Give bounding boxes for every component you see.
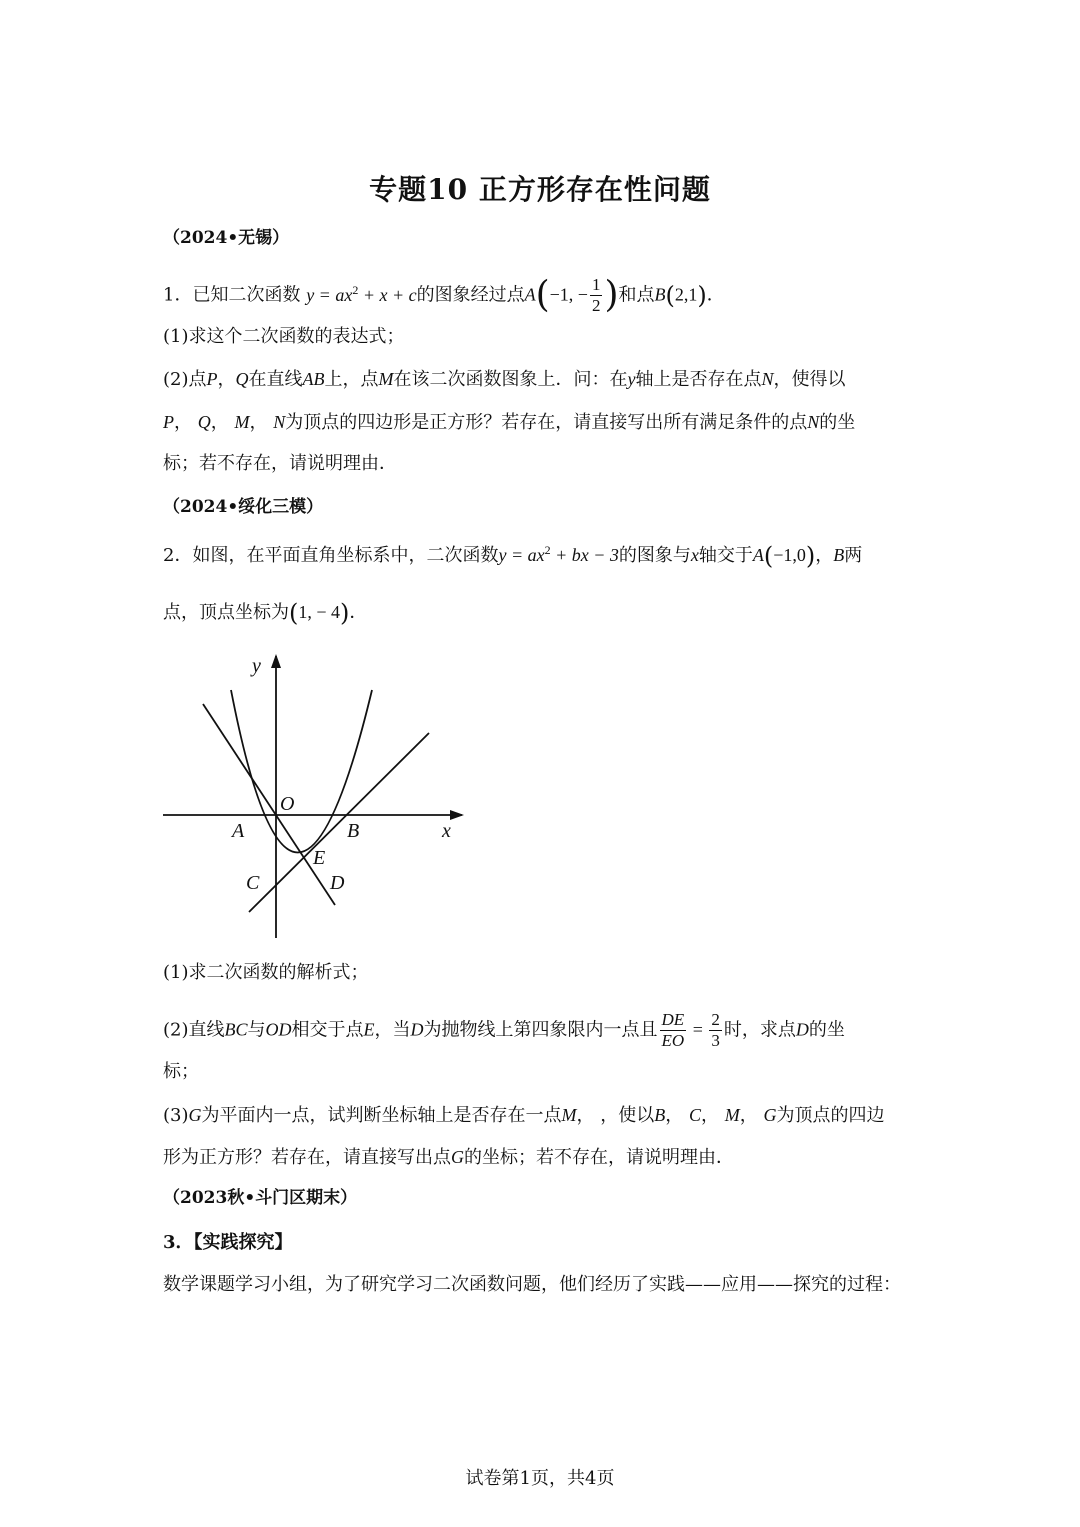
- q2-statement-line2: 点，顶点坐标为(1, − 4)．: [163, 599, 368, 627]
- q1-part2-line2: P， Q， M， N为顶点的四边形是正方形？若存在，请直接写出所有满足条件的点N的坐: [163, 412, 856, 433]
- q3-text: 数学课题学习小组，为了研究学习二次函数问题，他们经历了实践——应用——探究的过程：: [163, 1274, 901, 1295]
- q1-part2-line3: 标；若不存在，请说明理由．: [163, 453, 397, 474]
- q1-part2: (2)点P，Q在直线AB上，点M在该二次函数图象上．问：在y轴上是否存在点N，使得以: [163, 369, 846, 390]
- label-c: C: [246, 872, 260, 894]
- label-b: B: [347, 820, 360, 842]
- q2-part3: (3)G为平面内一点，试判断坐标轴上是否存在一点M， ，使以B， C， M， G为顶点的四边: [163, 1105, 885, 1126]
- label-a: A: [232, 820, 245, 842]
- label-o: O: [280, 793, 295, 815]
- label-x: x: [442, 820, 451, 842]
- q2-part2: (2)直线BC与OD相交于点E，当D为抛物线上第四象限内一点且 $\frac{DE}{EO}$ = $\frac{2}{3}$ 时，求点D的坐: [163, 1010, 845, 1050]
- q1-source: （2024•无锡）: [163, 228, 290, 248]
- q2-part2-line2: 标；: [163, 1061, 199, 1082]
- label-y: y: [252, 655, 261, 677]
- label-e: E: [313, 847, 326, 869]
- q1-part1: (1)求这个二次函数的表达式；: [163, 326, 405, 347]
- q2-equation: $y = ax^2$ + bx − 3: [498, 543, 619, 565]
- q1-equation: $y = ax^2 + x + c$: [306, 282, 417, 305]
- q3-heading: 3．【实践探究】: [163, 1232, 293, 1253]
- q2-statement: 2．如图，在平面直角坐标系中，二次函数$y = ax^2$ + bx − 3的图象与x轴交于A(−1,0)，B两: [163, 542, 863, 570]
- page-title: 专题10 正方形存在性问题: [369, 173, 711, 206]
- label-d: D: [330, 872, 345, 894]
- q2-part3-line2: 形为正方形？若存在，请直接写出点G的坐标；若不存在，请说明理由．: [163, 1147, 734, 1168]
- line-od: [203, 704, 335, 905]
- q3-source: （2023秋•斗门区期末）: [163, 1188, 358, 1208]
- q2-part1: (1)求二次函数的解析式；: [163, 962, 369, 983]
- q1-statement: 1．已知二次函数 $y = ax^2 + x + c$的图象经过点A(−1, − $\frac{1}{2}$ )和点B(2,1)．: [163, 274, 725, 316]
- page-footer: 试卷第1页，共4页: [465, 1468, 615, 1489]
- q2-figure: [158, 650, 478, 950]
- q2-source: （2024•绥化三模）: [163, 497, 324, 517]
